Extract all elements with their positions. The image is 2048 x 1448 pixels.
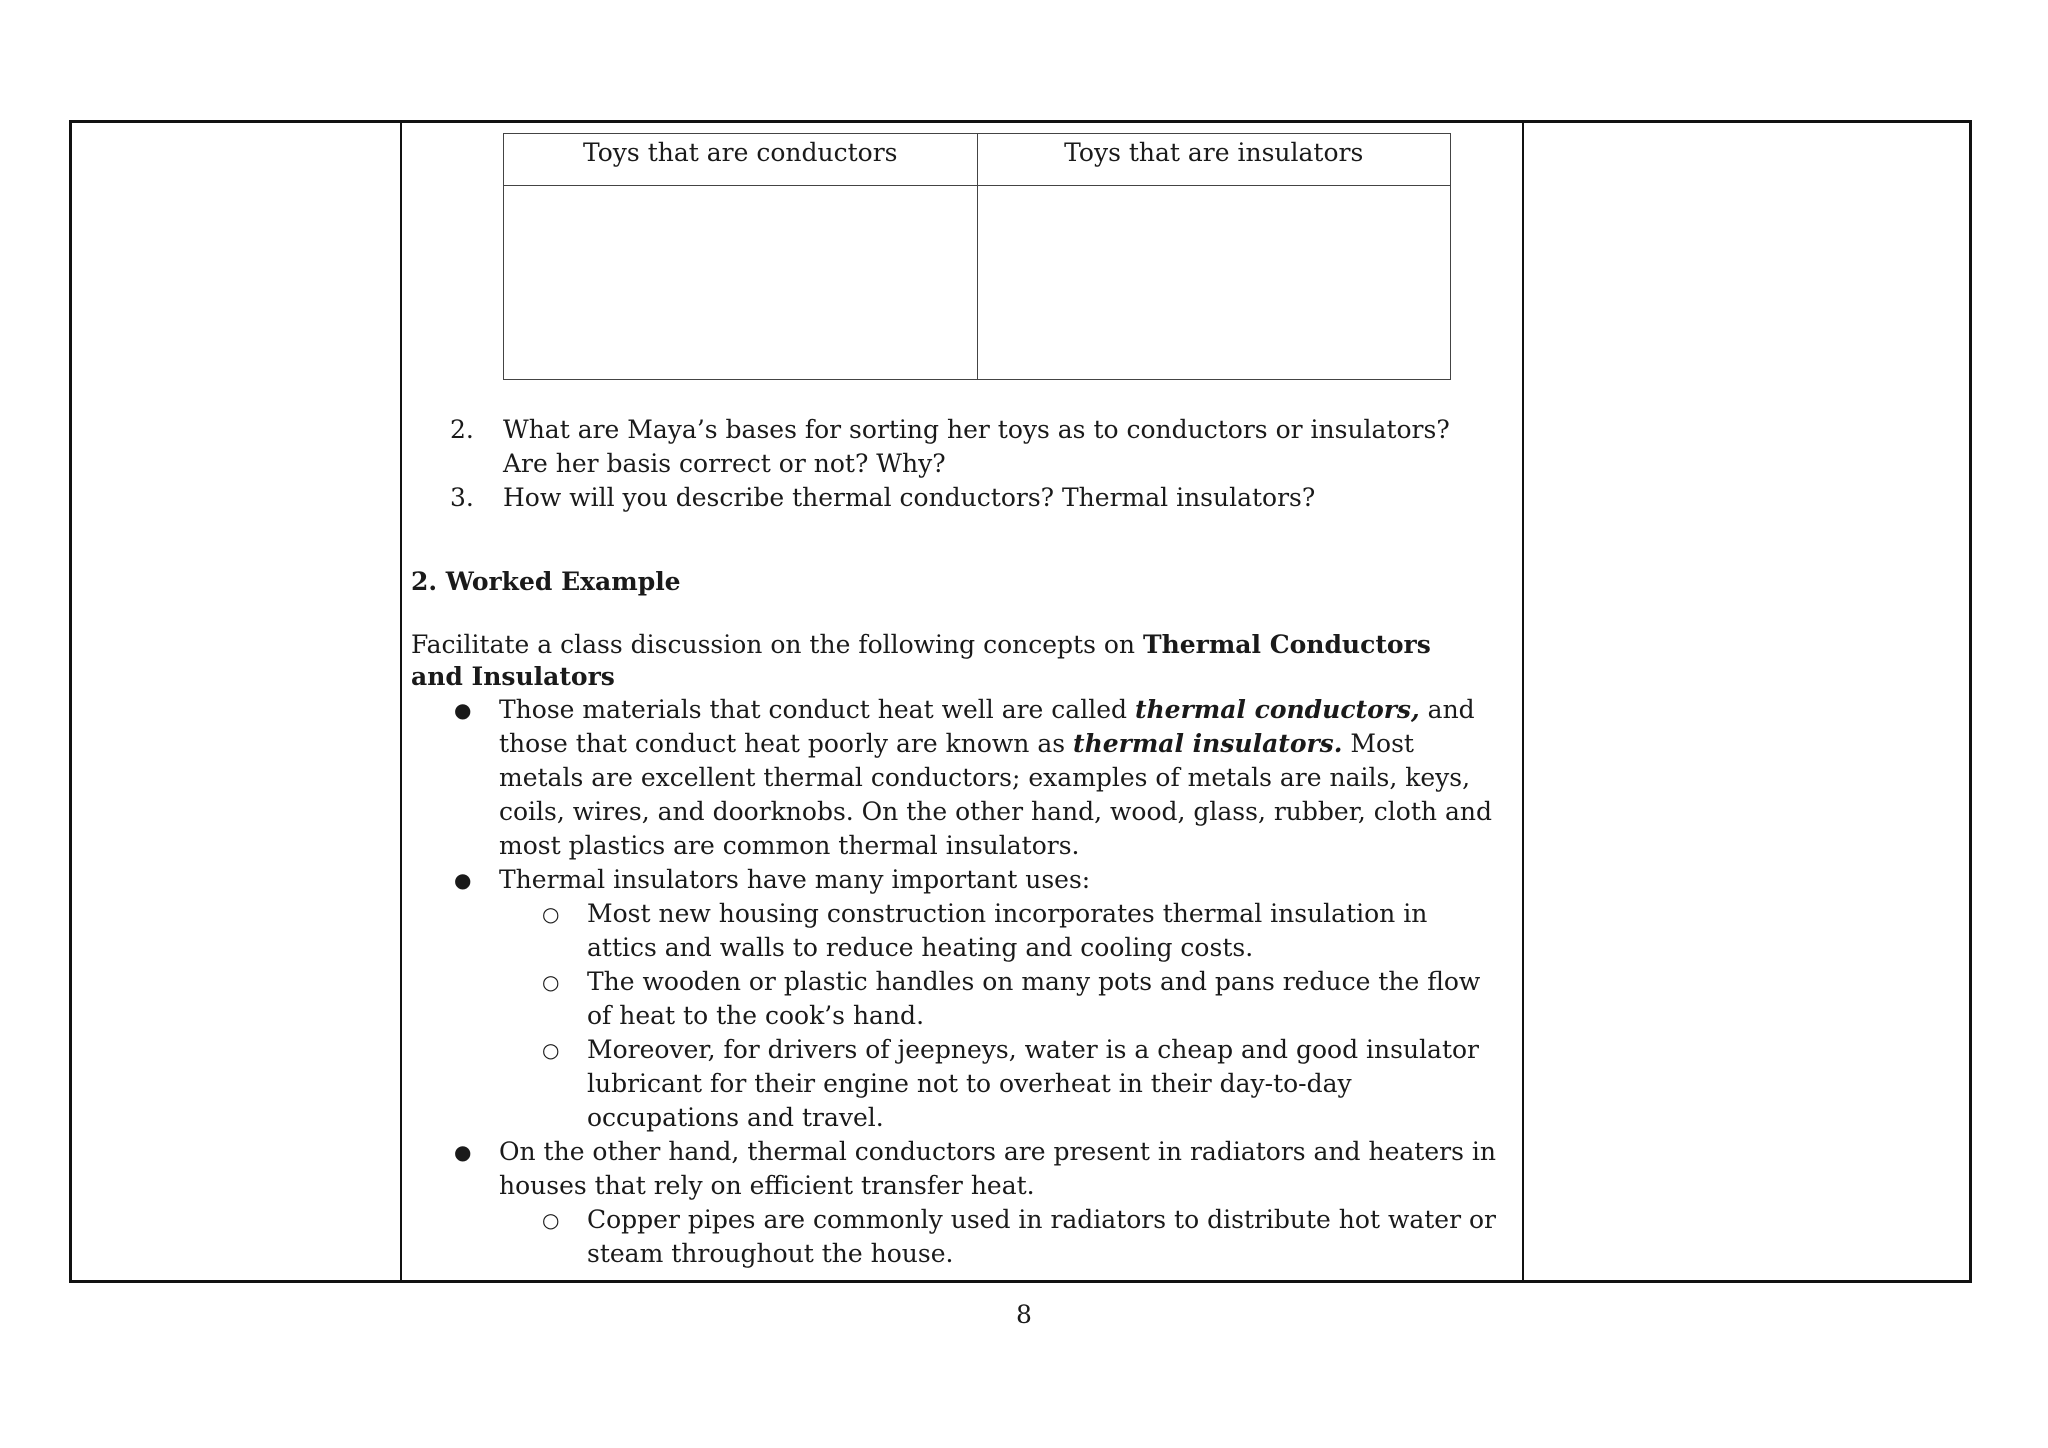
bullet-text: Those materials that conduct heat well are called bbox=[499, 695, 1135, 724]
intro-bold-topic: Thermal Conductors and Insulators bbox=[411, 630, 1431, 691]
term-thermal-insulators: thermal insulators. bbox=[1073, 729, 1343, 758]
sub-bullet-text: The wooden or plastic handles on many pots and pans reduce the flow of heat to the cook’s hand. bbox=[587, 967, 1481, 1030]
intro-paragraph bbox=[411, 629, 1491, 693]
column-divider-left bbox=[400, 123, 402, 1280]
page-number: 8 bbox=[1016, 1300, 1032, 1329]
question-list bbox=[450, 413, 1490, 515]
question-number: 2. bbox=[450, 415, 474, 444]
sub-bullet-circle-icon: ○ bbox=[542, 1038, 560, 1062]
concept-bullets bbox=[411, 693, 1501, 1271]
intro-text: Facilitate a class discussion on the following concepts on bbox=[411, 630, 1143, 659]
cell-insulators-empty bbox=[977, 186, 1451, 380]
bullet-item bbox=[411, 1135, 1501, 1203]
sub-bullet-circle-icon: ○ bbox=[542, 970, 560, 994]
question-text-line: What are Maya’s bases for sorting her toys as to conductors or insulators? bbox=[503, 415, 1450, 444]
bullet-dot-icon: ● bbox=[454, 868, 472, 892]
cell-conductors-empty bbox=[504, 186, 978, 380]
sub-bullet-text: Most new housing construction incorporates thermal insulation in attics and walls to reduce heating and cooling costs. bbox=[587, 899, 1428, 962]
question-text-line: How will you describe thermal conductors? Thermal insulators? bbox=[503, 483, 1316, 512]
sub-bullet-text: Moreover, for drivers of jeepneys, water is a cheap and good insulator lubricant for their engine not to overheat in their day-to-day occupations and travel. bbox=[587, 1035, 1480, 1132]
sub-bullet-circle-icon: ○ bbox=[542, 1208, 560, 1232]
bullet-item bbox=[411, 693, 1501, 863]
sub-bullet-item bbox=[411, 1033, 1501, 1135]
bullet-text: On the other hand, thermal conductors are present in radiators and heaters in houses that rely on efficient transfer heat. bbox=[499, 1137, 1496, 1200]
bullet-item bbox=[411, 863, 1501, 897]
sub-bullet-item bbox=[411, 897, 1501, 965]
header-conductors: Toys that are conductors bbox=[504, 134, 978, 186]
bullet-text: Most metals are excellent thermal conductors; examples of metals are nails, keys, coils, wires, and doorknobs. On the other hand, wood, glass, rubber, cloth and most plastics are common thermal insulators. bbox=[499, 729, 1492, 860]
sub-bullet-text: Copper pipes are commonly used in radiators to distribute hot water or steam throughout the house. bbox=[587, 1205, 1496, 1268]
column-divider-right bbox=[1522, 123, 1524, 1280]
toy-sorting-table bbox=[503, 133, 1451, 380]
sub-bullet-circle-icon: ○ bbox=[542, 902, 560, 926]
header-insulators: Toys that are insulators bbox=[977, 134, 1451, 186]
sub-bullet-item bbox=[411, 1203, 1501, 1271]
bullet-text: and those that conduct heat poorly are known as bbox=[499, 695, 1475, 758]
question-item bbox=[450, 481, 1490, 515]
bullet-text: Thermal insulators have many important uses: bbox=[499, 865, 1091, 894]
section-heading: 2. Worked Example bbox=[411, 567, 681, 596]
bullet-dot-icon: ● bbox=[454, 698, 472, 722]
sub-bullet-item bbox=[411, 965, 1501, 1033]
term-thermal-conductors: thermal conductors, bbox=[1134, 695, 1420, 724]
question-item bbox=[450, 413, 1490, 481]
question-number: 3. bbox=[450, 483, 474, 512]
bullet-dot-icon: ● bbox=[454, 1140, 472, 1164]
question-text-line: Are her basis correct or not? Why? bbox=[503, 449, 946, 478]
